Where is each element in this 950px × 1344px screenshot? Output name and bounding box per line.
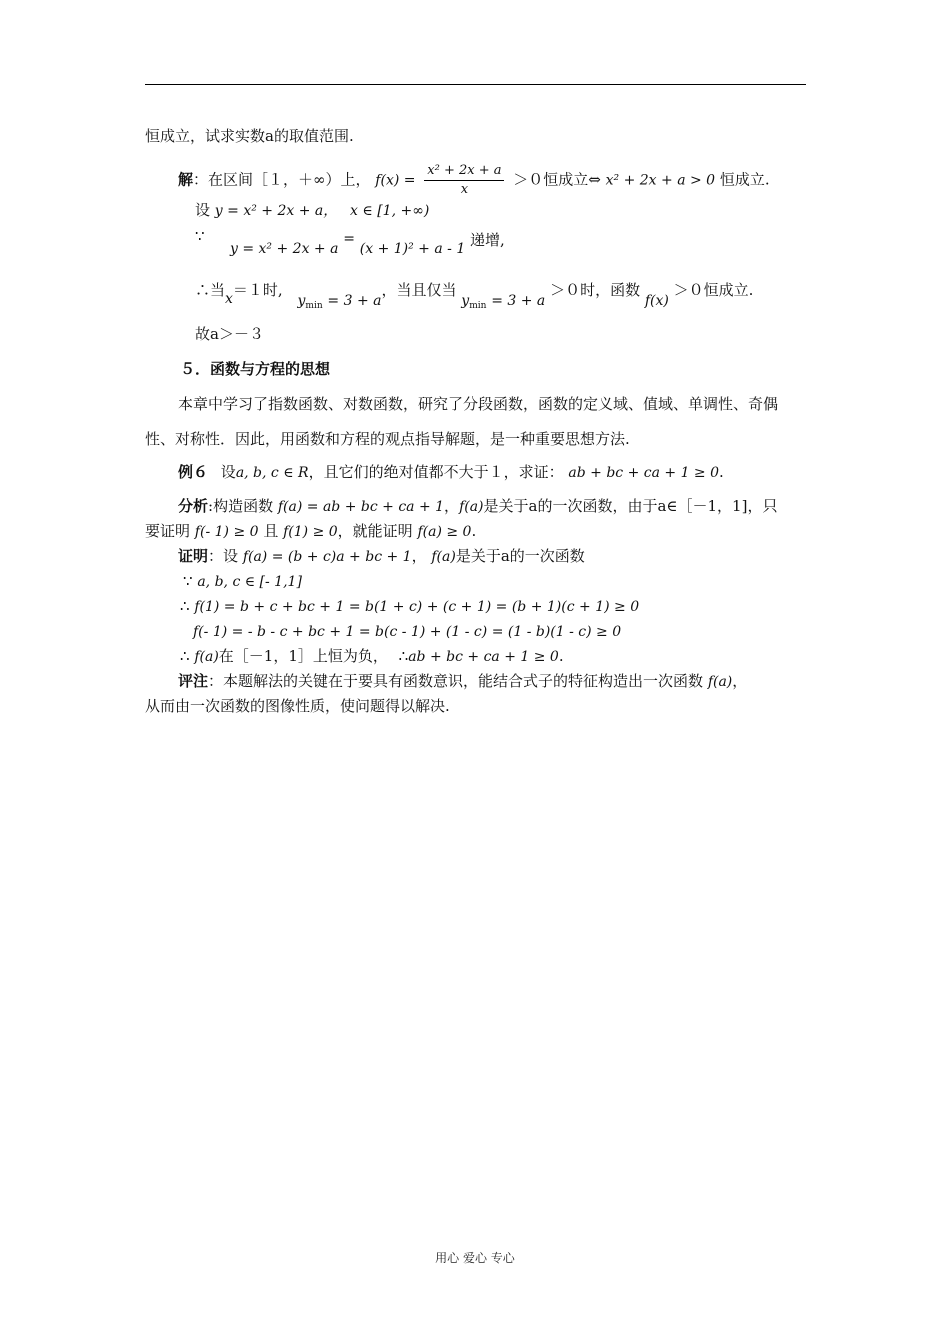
solution-line: 解：在区间［１，＋∞）上， f(x) = $\frac{\text{x² + 2x + a}}{x}$ ＞０恒成立⇔ x² + 2x + a > 0 恒成立.	[178, 163, 770, 197]
section-heading: ５．函数与方程的思想	[180, 360, 331, 378]
example-line: 例６ 设a, b, c ∈ R，且它们的绝对值都不大于１，求证： ab + bc + ca + 1 ≥ 0.	[178, 463, 724, 481]
proof-line-4: f(- 1) = - b - c + bc + 1 = b(c - 1) + (1 - c) = (1 - b)(1 - c) ≥ 0	[193, 624, 622, 640]
proof-line-1: 证明：设 f(a) = (b + c)a + bc + 1， f(a)是关于a的一次函数	[178, 547, 585, 565]
proof-line-3: ∴ f(1) = b + c + bc + 1 = b(1 + c) + (c + 1) = (b + 1)(c + 1) ≥ 0	[180, 597, 640, 615]
proof-line-5: ∴ f(a)在［－1，1］上恒为负， ∴ab + bc + ca + 1 ≥ 0.	[180, 647, 564, 665]
text-line-1: 恒成立，试求实数a的取值范围.	[145, 127, 354, 145]
because-symbol: ∵	[195, 227, 205, 245]
increasing-line: y = x² + 2x + a = (x + 1)² + a - 1 递增,	[230, 231, 505, 257]
comment-line-2: 从而由一次函数的图像性质，使问题得以解决.	[145, 697, 450, 715]
set-line: 设 y = x² + 2x + a， x ∈ [1, +∞)	[195, 201, 430, 219]
paragraph-line-2: 性、对称性．因此，用函数和方程的观点指导解题，是一种重要思想方法.	[145, 430, 630, 448]
comment-label: 评注	[178, 672, 209, 690]
analysis-line-1: 分析:构造函数 f(a) = ab + bc + ca + 1，f(a)是关于a的一次函数，由于a∈［－1，1]，只	[178, 497, 778, 515]
proof-line-2: ∵ a, b, c ∈ [- 1,1]	[183, 572, 302, 590]
paragraph-line-1: 本章中学习了指数函数、对数函数，研究了分段函数，函数的定义域、值域、单调性、奇偶	[178, 395, 779, 413]
analysis-line-2: 要证明 f(- 1) ≥ 0 且 f(1) ≥ 0，就能证明 f(a) ≥ 0.	[145, 522, 477, 540]
conclusion-line: 故a＞－３	[195, 325, 264, 343]
header-rule	[145, 84, 806, 85]
page-footer: 用心 爱心 专心	[435, 1251, 515, 1265]
comment-line-1: 评注：本题解法的关键在于要具有函数意识，能结合式子的特征构造出一次函数 f(a)，	[178, 672, 748, 690]
proof-label: 证明	[178, 547, 209, 565]
therefore-line: ∴当x＝１时, $y_{min} = 3 + a$，当且仅当 $y_{min} = 3 + a >0$时，函数 f(x) ＞０恒成立.	[195, 281, 754, 311]
example-label: 例６	[178, 463, 209, 481]
fraction: $\frac{\text{x² + 2x + a}}{x}$	[424, 162, 504, 199]
analysis-label: 分析	[178, 497, 209, 515]
solution-label: 解	[178, 170, 194, 189]
